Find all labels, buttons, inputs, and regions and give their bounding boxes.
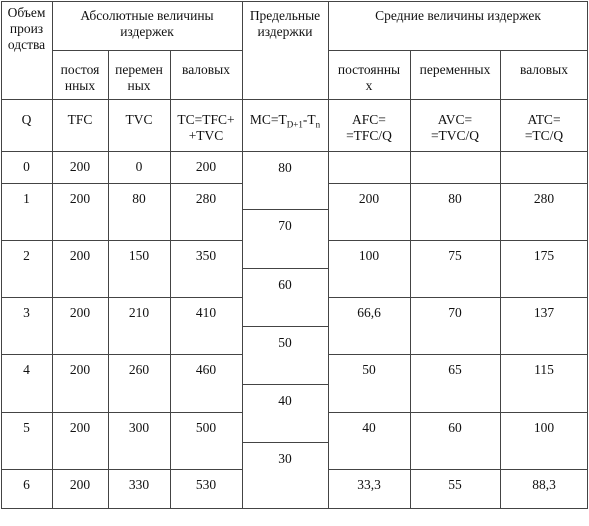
- header-volume: Объем произ одства: [7, 5, 46, 52]
- symbol-tc: TC=TFC+ +TVC: [177, 112, 235, 143]
- border-mc: [242, 209, 328, 210]
- cell-tc: 350: [195, 248, 217, 263]
- cell-atc: [500, 159, 588, 183]
- border-mc: [242, 442, 328, 443]
- cell-mc: 40: [278, 393, 292, 408]
- symbol-atc: ATC= =TC/Q: [524, 112, 564, 143]
- border-row: [1, 183, 242, 184]
- cell-tc: 500: [195, 420, 217, 435]
- cell-tvc: 0: [135, 159, 143, 174]
- cell-afc: 66,6: [357, 305, 381, 320]
- cell-tfc: 200: [69, 305, 91, 320]
- border-mc: [242, 326, 328, 327]
- header-marginal: Предельные издержки: [249, 8, 321, 39]
- cell-tvc: 330: [128, 477, 150, 492]
- border-row: [328, 297, 588, 298]
- cell-tvc: 300: [128, 420, 150, 435]
- border-row: [1, 412, 242, 413]
- border-header-avg: [328, 50, 588, 51]
- cell-avc: 70: [448, 305, 462, 320]
- mc-mid-text: -T: [302, 112, 316, 127]
- border-bottom: [1, 508, 588, 509]
- cell-tvc: 260: [128, 362, 150, 377]
- border-row: [1, 469, 242, 470]
- cell-atc: 88,3: [532, 477, 556, 492]
- cell-tfc: 200: [69, 362, 91, 377]
- border-row: [328, 354, 588, 355]
- cell-atc: 115: [534, 362, 554, 377]
- cell-avc: 80: [448, 191, 462, 206]
- border-top: [1, 1, 588, 2]
- cell-avc: 75: [448, 248, 462, 263]
- symbol-tvc: TVC: [125, 112, 153, 127]
- cell-afc: 33,3: [357, 477, 381, 492]
- header-abs-variable: перемен ных: [115, 62, 163, 93]
- cell-q: 5: [23, 420, 30, 435]
- header-avg-gross: валовых: [520, 62, 568, 77]
- cell-atc: 100: [533, 420, 555, 435]
- cell-mc: 60: [278, 277, 292, 292]
- header-avg-fixed: постоянны х: [337, 62, 401, 93]
- cell-tc: 410: [195, 305, 217, 320]
- cell-avc: 55: [448, 477, 462, 492]
- symbol-tfc: TFC: [67, 112, 93, 127]
- symbol-afc: AFC= =TFC/Q: [346, 112, 392, 143]
- cell-mc: 30: [278, 451, 292, 466]
- cell-tvc: 80: [132, 191, 146, 206]
- cell-avc: 60: [448, 420, 462, 435]
- cell-tfc: 200: [69, 191, 91, 206]
- cell-afc: 100: [358, 248, 380, 263]
- border-row: [328, 469, 588, 470]
- border-header-abs: [52, 50, 242, 51]
- border-row: [328, 240, 588, 241]
- cell-afc: 200: [358, 191, 380, 206]
- cell-tfc: 200: [69, 248, 91, 263]
- cell-tfc: 200: [69, 477, 91, 492]
- cell-q: 2: [23, 248, 30, 263]
- header-abs-fixed: постоя нных: [60, 62, 100, 93]
- border-mc: [242, 268, 328, 269]
- header-avg-variable: переменных: [419, 62, 491, 77]
- cell-mc: 50: [278, 335, 292, 350]
- cell-atc: 280: [533, 191, 555, 206]
- cell-mc: 80: [278, 160, 292, 175]
- cell-q: 1: [23, 191, 30, 206]
- border-row: [328, 183, 588, 184]
- cell-tfc: 200: [69, 159, 91, 174]
- cell-afc: 40: [362, 420, 376, 435]
- cell-q: 3: [23, 305, 30, 320]
- cell-tvc: 150: [128, 248, 150, 263]
- cell-q: 4: [23, 362, 30, 377]
- cell-tc: 200: [195, 159, 217, 174]
- cell-avc: 65: [448, 362, 462, 377]
- cell-q: 6: [23, 477, 30, 492]
- border-row: [1, 240, 242, 241]
- symbol-avc: AVC= =TVC/Q: [430, 112, 480, 143]
- cell-tvc: 210: [128, 305, 150, 320]
- border-row: [328, 412, 588, 413]
- symbol-mc: [242, 112, 328, 148]
- cell-avc: [410, 159, 500, 183]
- cell-tc: 530: [195, 477, 217, 492]
- cell-tc: 280: [195, 191, 217, 206]
- cell-atc: 175: [533, 248, 555, 263]
- cell-atc: 137: [533, 305, 555, 320]
- border-row: [1, 354, 242, 355]
- cell-afc: [328, 159, 410, 183]
- cell-tfc: 200: [69, 420, 91, 435]
- header-absolute: Абсолютные величины издержек: [80, 8, 214, 39]
- cell-q: 0: [23, 159, 30, 174]
- header-abs-gross: валовых: [182, 62, 230, 77]
- header-average: Средние величины издержек: [375, 8, 541, 23]
- mc-main-text: MC=T: [249, 112, 287, 127]
- cell-afc: 50: [362, 362, 376, 377]
- border-mc: [242, 384, 328, 385]
- mc-sub-text: n: [315, 119, 321, 130]
- cell-tc: 460: [195, 362, 217, 377]
- mc-sub-text: D+1: [286, 119, 303, 130]
- border-row: [1, 297, 242, 298]
- symbol-q: Q: [21, 112, 32, 127]
- cell-mc: 70: [278, 218, 292, 233]
